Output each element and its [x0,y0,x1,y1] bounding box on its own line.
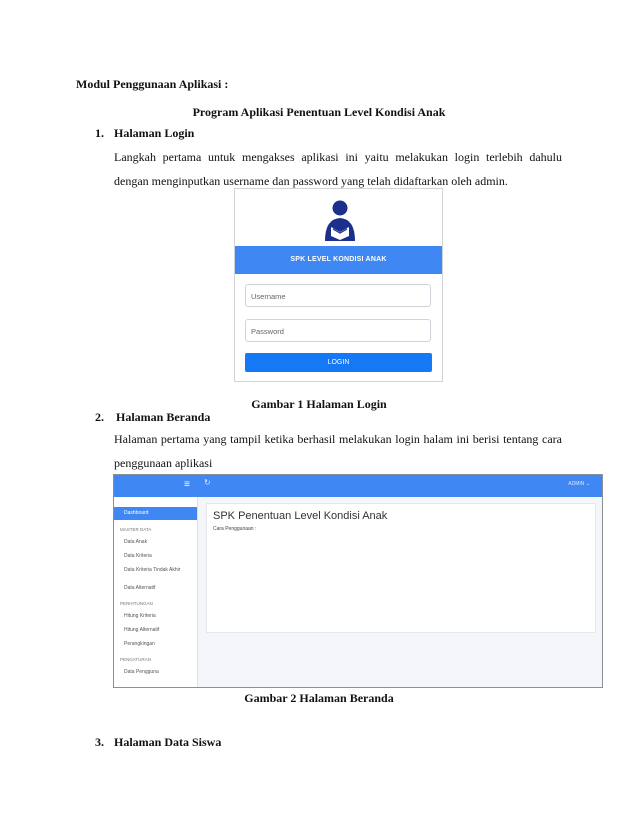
sidebar-item-data-anak[interactable]: Data Anak [124,539,148,545]
document-heading: Modul Penggunaan Aplikasi : [76,77,229,91]
dashboard-content-panel [206,503,596,633]
sidebar-item-dashboard[interactable]: Dashboard [124,510,149,516]
usage-label: Cara Penggunaan : [213,526,257,532]
section-1-paragraph: Langkah pertama untuk mengakses aplikasi ini yaitu melakukan login terlebih dahulu dengan menginputkan username dan password yang telah didaftarkan oleh admin. [114,150,562,188]
section-1-title: Halaman Login [114,126,195,140]
sidebar-item-hitung-alternatif[interactable]: Hitung Alternatif [124,627,160,633]
section-2-number: 2. [95,410,104,424]
refresh-icon[interactable]: ↻ [204,478,211,487]
figure-1-caption: Gambar 1 Halaman Login [251,397,387,411]
dashboard-screenshot [113,474,603,688]
program-title: Program Aplikasi Penentuan Level Kondisi Anak [192,105,446,119]
sidebar-section-master: MASTER DATA [120,527,152,532]
section-1-number: 1. [95,126,104,140]
section-3-number: 3. [95,735,104,749]
figure-2-caption: Gambar 2 Halaman Beranda [244,691,394,705]
section-2-paragraph: Halaman pertama yang tampil ketika berhasil melakukan login halam ini berisi tentang cara penggunaan aplikasi [114,432,562,470]
login-app-title: SPK LEVEL KONDISI ANAK [235,246,442,274]
dashboard-page-title: SPK Penentuan Level Kondisi Anak [213,510,388,522]
user-menu[interactable]: ADMIN ⌄ [568,481,590,487]
username-field[interactable]: Username [245,284,431,307]
dashboard-sidebar [114,497,198,687]
sidebar-item-hitung-kriteria[interactable]: Hitung Kriteria [124,613,156,619]
section-2-title: Halaman Beranda [116,410,211,424]
sidebar-item-data-pengguna[interactable]: Data Pengguna [124,669,159,675]
dashboard-topbar [114,475,602,497]
sidebar-item-kriteria-tindak-akhir[interactable]: Data Kriteria Tindak Akhir [124,567,181,573]
login-button[interactable]: LOGIN [245,353,432,372]
password-field[interactable]: Password [245,319,431,342]
sidebar-section-perhitungan: PERHITUNGAN [120,601,153,606]
sidebar-item-data-alternatif[interactable]: Data Alternatif [124,585,156,591]
reader-logo-icon [323,199,357,243]
section-3-title: Halaman Data Siswa [114,735,222,749]
sidebar-section-pengaturan: PENGATURAN [120,657,151,662]
sidebar-item-perangkingan[interactable]: Perangkingan [124,641,155,647]
sidebar-item-data-kriteria[interactable]: Data Kriteria [124,553,152,559]
menu-icon[interactable]: ≡ [184,479,190,490]
login-screenshot [234,188,443,382]
